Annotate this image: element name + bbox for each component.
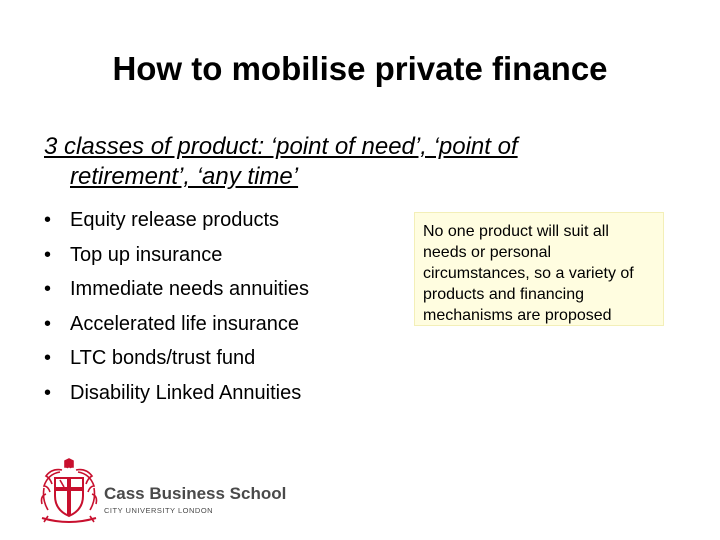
- list-item-text: Disability Linked Annuities: [70, 381, 302, 404]
- list-item: [44, 307, 309, 342]
- subtitle-line-2: retirement’, ‘any time’: [70, 163, 299, 190]
- bullet-list: [44, 203, 309, 410]
- bullet-marker: •: [44, 347, 52, 369]
- bullet-marker: •: [44, 209, 52, 231]
- cass-business-school-logo: [38, 458, 287, 526]
- list-item: [44, 272, 309, 307]
- subtitle-line-1: 3 classes of product: ‘point of need’, ‘point of: [44, 133, 518, 160]
- list-item-text: Equity release products: [70, 209, 280, 231]
- coat-of-arms-crest-icon: [38, 458, 100, 526]
- slide-title: How to mobilise private finance: [112, 50, 608, 87]
- subtitle: [44, 132, 644, 192]
- note-box: No one product will suit all needs or personal circumstances, so a variety of products and financing mechanisms are proposed: [414, 212, 664, 326]
- list-item-text: Immediate needs annuities: [70, 278, 310, 300]
- bullet-marker: •: [44, 381, 52, 404]
- logo-name: Cass Business School: [104, 484, 287, 503]
- list-item-text: Top up insurance: [70, 243, 223, 266]
- list-item: [44, 238, 309, 273]
- list-item: [44, 376, 309, 411]
- list-item-text: LTC bonds/trust fund: [70, 347, 256, 369]
- list-item: [44, 203, 309, 238]
- list-item: [44, 341, 309, 376]
- bullet-marker: •: [44, 278, 52, 300]
- bullet-marker: •: [44, 312, 52, 335]
- list-item-text: Accelerated life insurance: [70, 312, 300, 335]
- bullet-marker: •: [44, 243, 52, 266]
- logo-subtitle: CITY UNIVERSITY LONDON: [104, 506, 214, 515]
